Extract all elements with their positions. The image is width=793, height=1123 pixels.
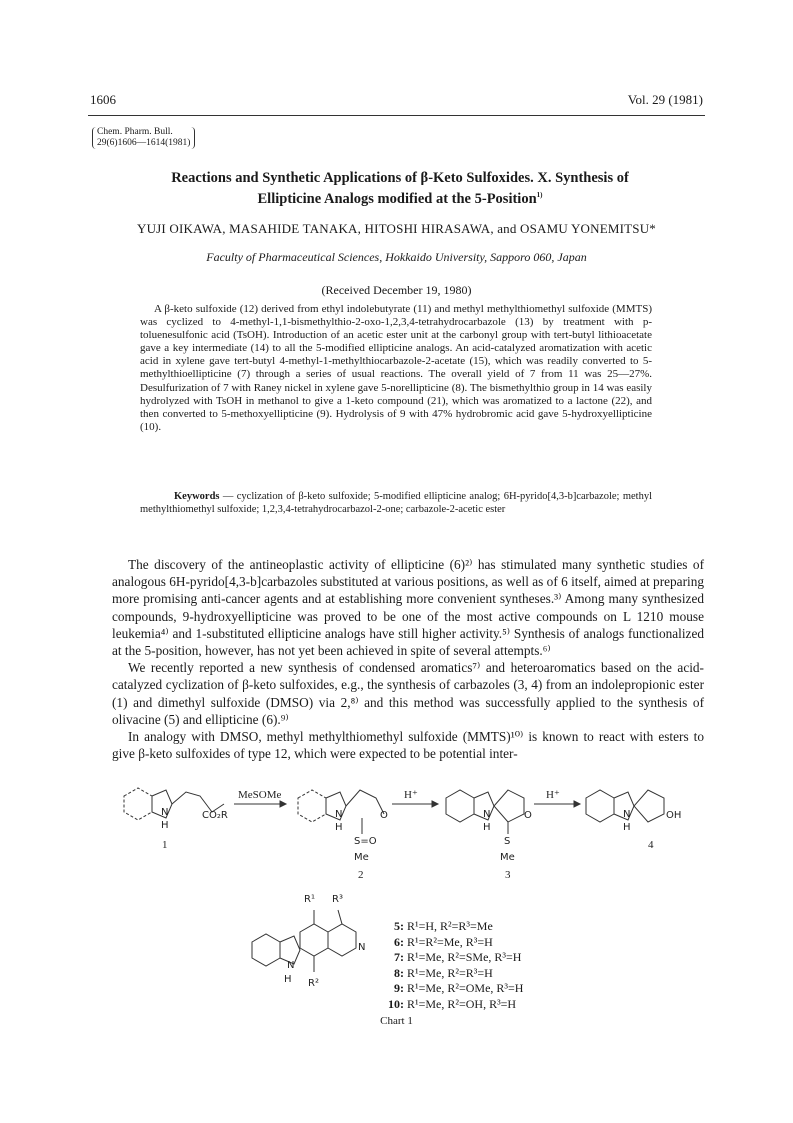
affiliation: Faculty of Pharmaceutical Sciences, Hokkaido University, Sapporo 060, Japan	[206, 250, 587, 264]
arrow-1-head	[280, 801, 286, 807]
skeleton-r2: R²	[308, 978, 319, 989]
compound-row-6	[382, 935, 602, 951]
compound-row-10	[382, 997, 602, 1013]
compound-substituents: R¹=Me, R²=SMe, R³=H	[407, 950, 522, 965]
paragraph-1: The discovery of the antineoplastic activity of ellipticine (6)²⁾ has stimulated many synthetic studies of analogous 6H-pyrido[4,3-b]carbazoles substituted at various positions, as well as of 6 itself, aimed at preparing more promising anti-cancer agents and at establishing more convenient syntheses.³⁾ Among many synthesized compounds, 9-hydroxyellipticine was proved to be one of the most active compounds on L 1210 mouse leukemia⁴⁾ and 1-substituted ellipticine analogs have still higher activity.⁵⁾ Synthesis of analogs functionalized at the 5-position, however, has not yet been achieved in spite of several attempts.⁶⁾	[112, 557, 704, 659]
c2-label: 2	[358, 869, 364, 881]
c1-n: N	[161, 807, 169, 818]
paragraph-3: In analogy with DMSO, methyl methylthiomethyl sulfoxide (MMTS)¹⁰⁾ is known to react with esters to give β-keto sulfoxides of type 12, which were expected to be potential inter-	[112, 729, 704, 762]
page-number: 1606	[90, 92, 116, 107]
compound-substituents: R¹=R²=Me, R³=H	[407, 934, 493, 949]
c2-h: H	[335, 822, 343, 833]
c4-label: 4	[648, 839, 654, 851]
reagent-acid-1: H⁺	[404, 789, 418, 801]
chart-caption: Chart 1	[380, 1015, 413, 1027]
c3-h: H	[483, 822, 491, 833]
c3-me: Me	[500, 852, 515, 863]
article-title	[100, 168, 700, 210]
arrow-3-head	[574, 801, 580, 807]
title-footnote: 1)	[536, 191, 543, 200]
c3-o: O	[524, 810, 532, 821]
keywords	[140, 490, 652, 516]
compound-substituents: R¹=Me, R²=OMe, R³=H	[407, 981, 524, 996]
compound-substituents: R¹=Me, R²=OH, R³=H	[407, 996, 517, 1011]
volume-info: Vol. 29 (1981)	[627, 92, 703, 107]
keywords-text: cyclization of β-keto sulfoxide; 5-modified ellipticine analog; 6H-pyrido[4,3-b]carbazole; methyl methylthiomethyl sulfoxide; 1,2,3,4-tetrahydrocarbazol-2-one; carbazole-2-acetic ester	[140, 491, 652, 515]
keywords-dash: —	[219, 491, 237, 502]
skeleton-r3: R³	[332, 894, 343, 905]
compound-list	[382, 919, 602, 1013]
compound-number: 7:	[394, 950, 404, 965]
header-rule	[88, 115, 705, 116]
abstract: A β-keto sulfoxide (12) derived from ethyl indolebutyrate (11) and methyl methylthiomethyl sulfoxide (MMTS) was cyclized to 4-methyl-1,1-bismethylthio-2-oxo-1,2,3,4-tetrahydrocarbazole (13) by treatment with p-toluenesulfonic acid (TsOH). Introduction of an acetic ester unit at the carbonyl group with tert-butyl lithioacetate gave a key intermediate (14) to all the 5-modified ellipticine analogs. An acid-catalyzed aromatization with acetic acid in xylene gave tert-butyl 4-methyl-1-methylthiocarbazole-2-acetate (15), which was readily converted to 5-methylthioellipticine (7) through a series of usual reactions. The overall yield of 7 from 11 was 25—27%. Desulfurization of 7 with Raney nickel in xylene gave 5-norellipticine (8). The bismethylthio group in 14 was easily hydrolyzed with TsOH in methanol to give a 1-keto compound (21), which was aromatized to a lactone (22), and then converted to 5-methoxyellipticine (9). Hydrolysis of 9 with 47% hydrobromic acid gave 5-hydroxyellipticine (10).	[140, 303, 652, 433]
body-text	[112, 556, 704, 762]
c3-n: N	[483, 809, 491, 820]
c3-label: 3	[505, 869, 511, 881]
c2-n: N	[335, 809, 343, 820]
compound-number: 8:	[394, 965, 404, 980]
c1-co2r: CO₂R	[202, 810, 228, 821]
compound-substituents: R¹=H, R²=R³=Me	[407, 919, 493, 933]
c2-so: S=O	[354, 836, 377, 847]
received-date: (Received December 19, 1980)	[321, 283, 472, 297]
authors: YUJI OIKAWA, MASAHIDE TANAKA, HITOSHI HIRASAWA, and OSAMU YONEMITSU*	[136, 221, 657, 236]
c4-h: H	[623, 822, 631, 833]
skeleton-n-indole: N	[287, 960, 295, 971]
journal-citation	[92, 127, 195, 149]
reaction-scheme	[110, 782, 710, 882]
title-line-2	[100, 189, 700, 210]
c3-s: S	[504, 836, 511, 847]
compound-number: 9:	[394, 981, 404, 996]
compound-number: 5:	[394, 919, 404, 933]
c4-oh: OH	[666, 810, 682, 821]
c1-h: H	[161, 820, 169, 831]
compound-substituents: R¹=Me, R²=R³=H	[407, 965, 493, 980]
compound-row-8	[382, 966, 602, 982]
compound-row-9	[382, 981, 602, 997]
keywords-label: Keywords	[174, 491, 220, 502]
paragraph-2: We recently reported a new synthesis of condensed aromatics⁷⁾ and heteroaromatics based on the acid-catalyzed cyclization of β-keto sulfoxides, e.g., the synthesis of carbazoles (3, 4) from an indolepropionic ester (1) and dimethyl sulfoxide (DMSO) via 2,⁸⁾ and this method was successfully applied to the synthesis of olivacine (5) and ellipticine (6).⁹⁾	[112, 660, 704, 727]
journal-name: Chem. Pharm. Bull.	[97, 127, 173, 137]
title-line-1: Reactions and Synthetic Applications of β-Keto Sulfoxides. X. Synthesis of	[171, 170, 629, 186]
skeleton-n-ring: N	[358, 942, 366, 953]
c2-o: O	[380, 810, 388, 821]
title-line-2-text: Ellipticine Analogs modified at the 5-Position	[257, 191, 537, 207]
compound-row-7	[382, 950, 602, 966]
c2-me: Me	[354, 852, 369, 863]
ellipticine-structure	[238, 888, 378, 998]
reagent-acid-2: H⁺	[546, 789, 560, 801]
compound-number: 6:	[394, 934, 404, 949]
reagent-mesome: MeSOMe	[238, 789, 282, 801]
compound-number: 10:	[388, 996, 404, 1011]
c1-label: 1	[162, 839, 168, 851]
skeleton-h: H	[284, 974, 292, 985]
arrow-2-head	[432, 801, 438, 807]
compound-row-5	[382, 919, 602, 935]
c4-n: N	[623, 809, 631, 820]
journal-volume-pages: 29(6)1606—1614(1981)	[97, 138, 191, 148]
skeleton-r1: R¹	[304, 894, 315, 905]
